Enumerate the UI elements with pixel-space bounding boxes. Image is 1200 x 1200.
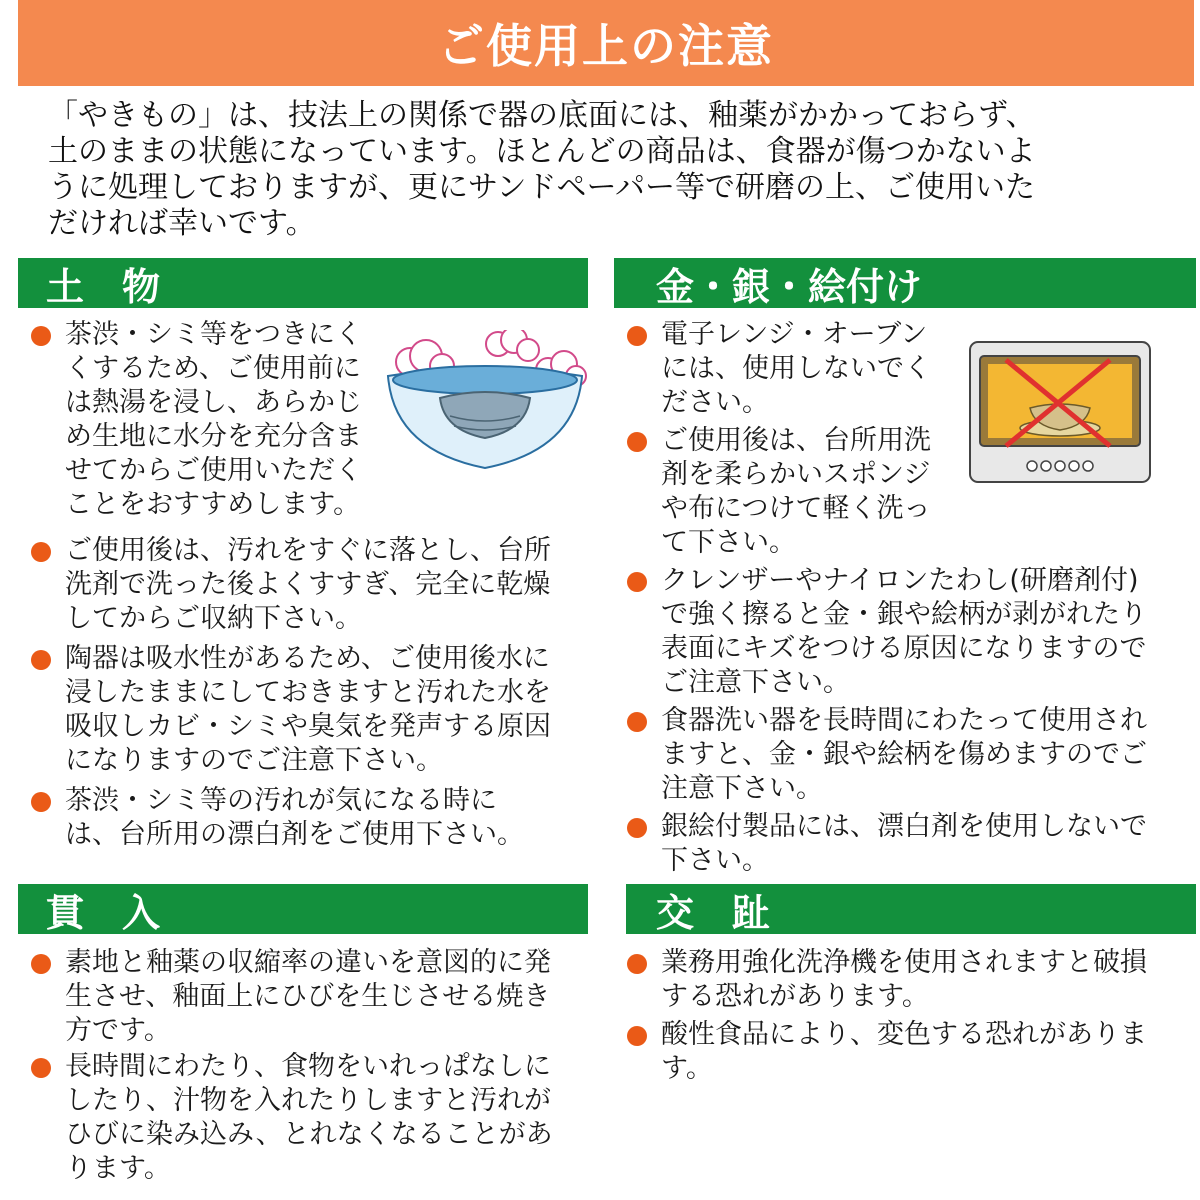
item-text: ご使用後は、台所用洗 剤を柔らかいスポンジ や布につけて軽く洗っ て下さい。 (661, 425, 931, 558)
title-bar (18, 0, 1194, 86)
list-item (28, 784, 588, 852)
list-item (28, 642, 588, 778)
bullet-icon (31, 954, 51, 974)
section-header-kin (614, 258, 1196, 308)
item-text: 茶渋・シミ等をつきにく くするため、ご使用前に は熱湯を浸し、あらかじ め生地に水分を充分含ま せてからご使用いただく ことをおすすめします。 (65, 319, 362, 520)
list-item (624, 424, 1194, 560)
item-text: 電子レンジ・オーブン には、使用しないでく ださい。 (661, 319, 931, 418)
list-item (624, 946, 1194, 1014)
item-text: 業務用強化洗浄機を使用されますと破損 する恐れがあります。 (661, 947, 1147, 1012)
section-heading: 金・銀・絵付け (656, 264, 923, 309)
item-text: 酸性食品により、変色する恐れがありま す。 (661, 1019, 1147, 1084)
section-heading: 貫 入 (46, 890, 161, 935)
intro-paragraph: 「やきもの」は、技法上の関係で器の底面には、釉薬がかかっておらず、 土のままの状態になっています。ほとんどの商品は、食器が傷つかないよ うに処理しておりますが、更にサンドペーパー等で研磨の上、ご使用いた だければ幸いです。 (48, 98, 1036, 241)
bullet-icon (31, 792, 51, 812)
list-item (624, 564, 1194, 700)
section-heading: 土 物 (46, 264, 161, 309)
list-item (624, 704, 1194, 806)
bullet-icon (627, 818, 647, 838)
item-text: 長時間にわたり、食物をいれっぱなしに したり、汁物を入れたりしますと汚れが ひびに染み込み、とれなくなることがあ ります。 (65, 1051, 553, 1184)
bullet-icon (627, 326, 647, 346)
bullet-icon (627, 954, 647, 974)
bullet-icon (627, 432, 647, 452)
item-text: 食器洗い器を長時間にわたって使用され ますと、金・銀や絵柄を傷めますのでご 注意下さい。 (661, 705, 1147, 804)
section-header-kannyu (18, 884, 588, 934)
bowl-in-hot-water-illustration (380, 330, 590, 480)
section-header-koushi (626, 884, 1196, 934)
item-text: クレンザーやナイロンたわし(研磨剤付) で強く擦ると金・銀や絵柄が剥がれたり 表面にキズをつける原因になりますので ご注意下さい。 (661, 565, 1147, 698)
list-item (28, 534, 588, 636)
section-header-domono (18, 258, 588, 308)
bullet-icon (627, 1026, 647, 1046)
bullet-icon (627, 572, 647, 592)
item-text: 銀絵付製品には、漂白剤を使用しないで 下さい。 (661, 811, 1147, 876)
list-item (624, 810, 1194, 878)
bullet-icon (627, 712, 647, 732)
bullet-icon (31, 1058, 51, 1078)
list-item (28, 946, 588, 1048)
item-text: 茶渋・シミ等の汚れが気になる時に は、台所用の漂白剤をご使用下さい。 (65, 785, 524, 850)
bullet-icon (31, 650, 51, 670)
section-heading: 交 趾 (656, 890, 771, 935)
item-text: 素地と釉薬の収縮率の違いを意図的に発 生させ、釉面上にひびを生じさせる焼き 方です。 (65, 947, 551, 1046)
bullet-icon (31, 326, 51, 346)
list-item (28, 1050, 588, 1186)
item-text: 陶器は吸水性があるため、ご使用後水に 浸したままにしておきますと汚れた水を 吸収しカビ・シミや臭気を発声する原因 になりますのでご注意下さい。 (65, 643, 551, 776)
list-item (624, 1018, 1194, 1086)
page-title: ご使用上の注意 (438, 19, 774, 73)
bullet-icon (31, 542, 51, 562)
item-text: ご使用後は、汚れをすぐに落とし、台所 洗剤で洗った後よくすすぎ、完全に乾燥 してからご収納下さい。 (65, 535, 551, 634)
